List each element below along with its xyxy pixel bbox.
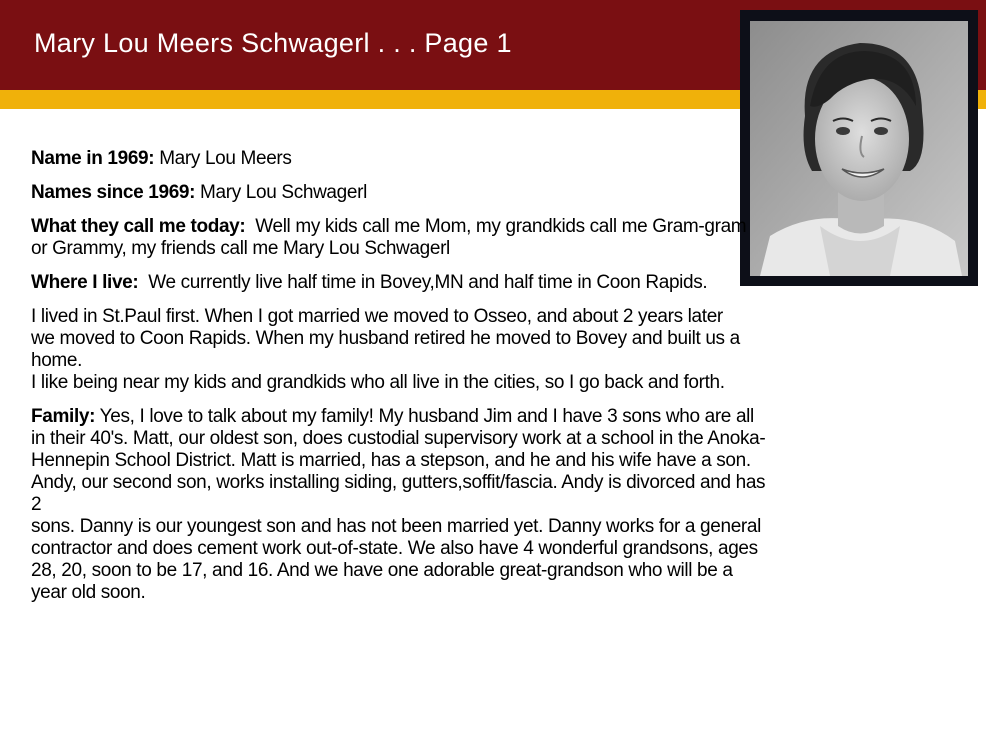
- names-since-value: Mary Lou Schwagerl: [200, 182, 367, 203]
- history-line-1: I lived in St.Paul first. When I got married we moved to Osseo, and about 2 years later: [31, 306, 723, 327]
- names-since-field: [31, 182, 766, 204]
- where-live-field: [31, 272, 766, 294]
- history-line-3: I like being near my kids and grandkids who all live in the cities, so I go back and forth.: [31, 372, 725, 393]
- where-live-value: We currently live half time in Bovey,MN and half time in Coon Rapids.: [148, 272, 708, 293]
- family-text-1: Yes, I love to talk about my family! My husband Jim and I have 3 sons who are all in their 40's. Matt, our oldest son, does custodial supervisory work at a school in the Anoka-Hennepin School District. Matt is married, has a stepson, and he and his wife have a son. Andy, our second son, works installing siding, gutters,soffit/fascia. Andy is divorced and has 2: [31, 406, 766, 515]
- profile-text: [31, 148, 766, 616]
- portrait-photo: [750, 21, 968, 276]
- call-me-label: What they call me today:: [31, 216, 246, 237]
- family-field: [31, 406, 766, 604]
- call-me-field: [31, 216, 766, 260]
- history-line-2: we moved to Coon Rapids. When my husband retired he moved to Bovey and built us a home.: [31, 328, 740, 371]
- call-me-line-1: Well my kids call me Mom, my grandkids call me Gram-gram: [255, 216, 747, 237]
- name-1969-field: [31, 148, 766, 170]
- family-label: Family:: [31, 406, 96, 427]
- call-me-line-2: or Grammy, my friends call me Mary Lou Schwagerl: [31, 238, 450, 259]
- name-1969-label: Name in 1969:: [31, 148, 155, 169]
- family-text-2: sons. Danny is our youngest son and has not been married yet. Danny works for a general contractor and does cement work out-of-state. We also have 4 wonderful grandsons, ages 28, 20, soon to be 17, and 16. And we have one adorable great-grandson who will be a year old soon.: [31, 516, 761, 603]
- where-live-label: Where I live:: [31, 272, 139, 293]
- names-since-label: Names since 1969:: [31, 182, 196, 203]
- history-paragraph: [31, 306, 766, 394]
- page-title: Mary Lou Meers Schwagerl . . . Page 1: [34, 28, 512, 58]
- name-1969-value: Mary Lou Meers: [159, 148, 292, 169]
- photo-frame: [740, 10, 978, 286]
